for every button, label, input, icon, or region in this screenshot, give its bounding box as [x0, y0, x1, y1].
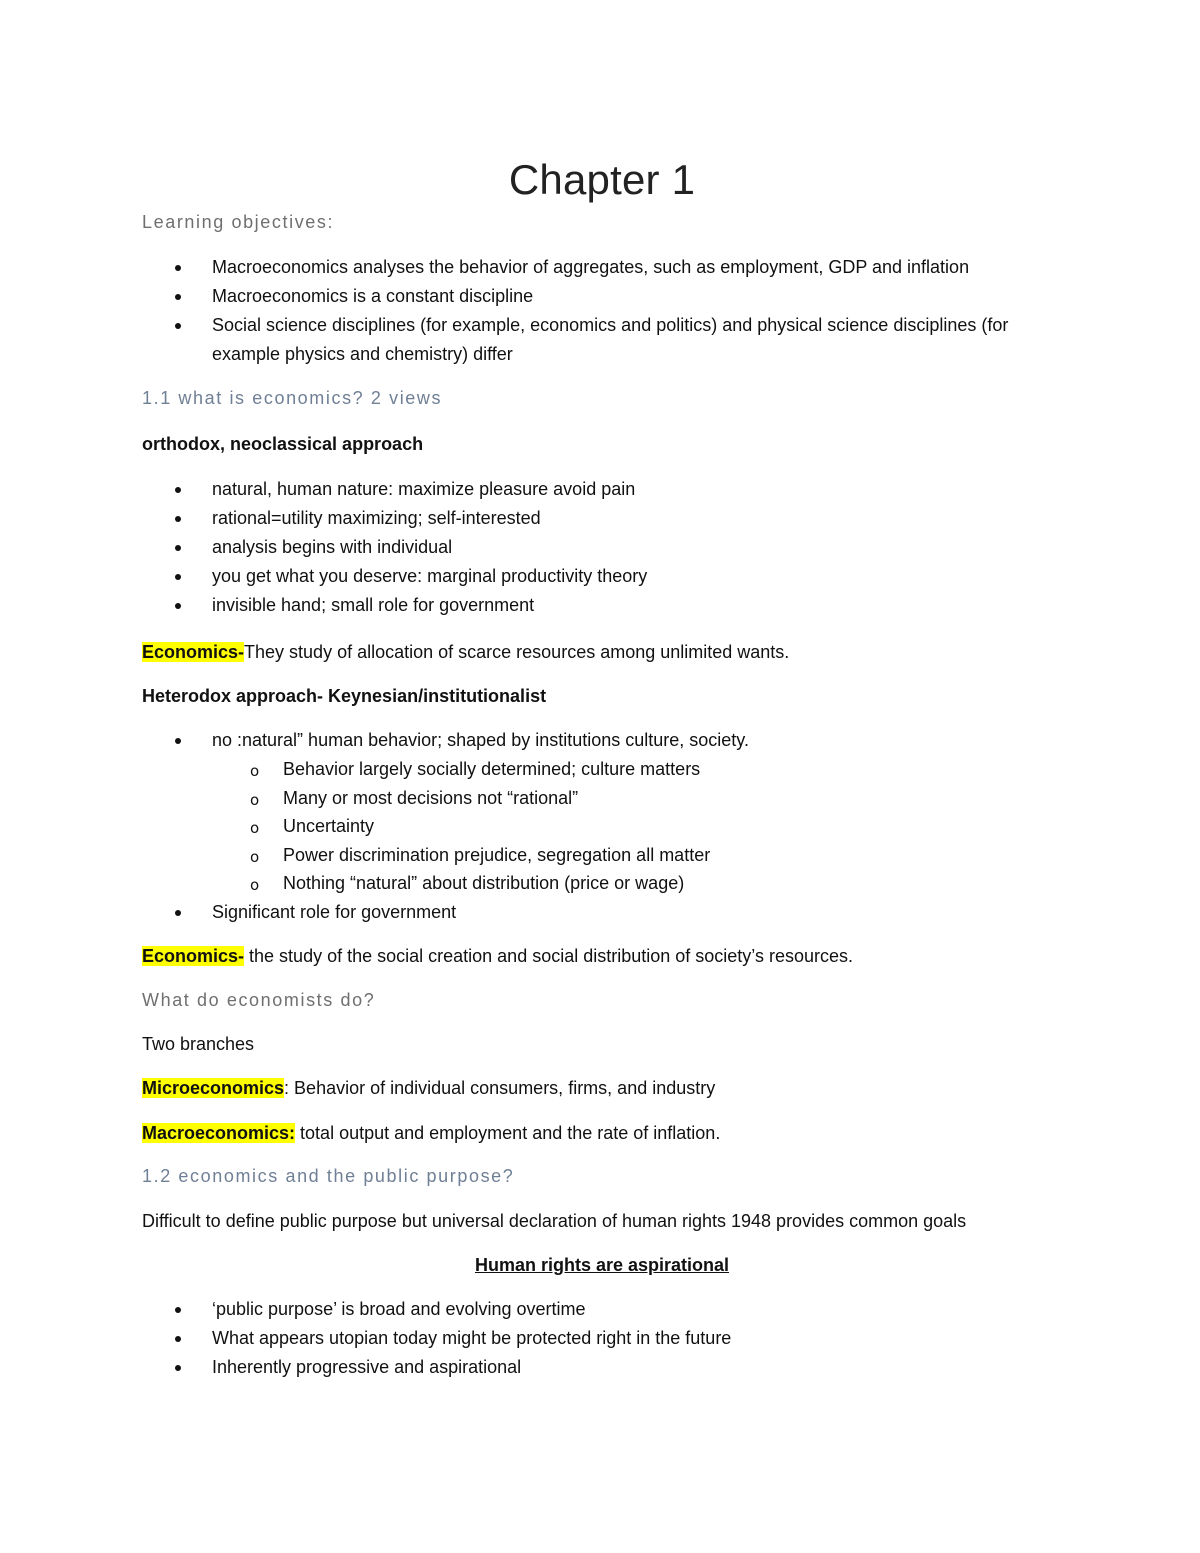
bullet-icon — [175, 603, 181, 609]
sub-list-item: o Behavior largely socially determined; culture matters — [250, 759, 701, 780]
section-1-1-heading: 1.1 what is economics? 2 views — [142, 388, 443, 408]
bullet-icon — [175, 910, 181, 916]
sub-list-item: o Many or most decisions not “rational” — [250, 787, 579, 809]
heterodox-heading: Heterodox approach- Keynesian/institutionalist — [142, 686, 547, 706]
list-item: invisible hand; small role for government — [142, 591, 1062, 620]
orthodox-heading: orthodox, neoclassical approach — [142, 434, 424, 454]
definition-term: Macroeconomics: — [142, 1123, 296, 1143]
hollow-bullet-icon: o — [250, 876, 260, 894]
hollow-bullet-icon: o — [250, 847, 260, 866]
definition-text: total output and employment and the rate of inflation. — [295, 1123, 721, 1143]
bullet-icon — [175, 516, 181, 522]
sub-list-item: o Power discrimination prejudice, segregation all matter — [250, 844, 711, 866]
bullet-icon — [175, 1336, 181, 1342]
list-item: What appears utopian today might be protected right in the future — [142, 1324, 1062, 1353]
sub-list-item: o Uncertainty — [250, 816, 375, 837]
definition-term: Economics- — [142, 946, 245, 966]
list-item: Social science disciplines (for example, economics and politics) and physical science disciplines (for example physics and chemistry) differ — [142, 311, 1062, 369]
list-item: ‘public purpose’ is broad and evolving overtime — [142, 1295, 1062, 1324]
list-item: Macroeconomics is a constant discipline — [142, 282, 1062, 311]
orthodox-list — [142, 475, 1062, 620]
list-item: no :natural” human behavior; shaped by institutions culture, society. — [142, 726, 1062, 755]
hollow-bullet-icon: o — [250, 819, 260, 837]
definition-term: Microeconomics — [142, 1078, 285, 1098]
bullet-icon — [175, 487, 181, 493]
list-item: you get what you deserve: marginal productivity theory — [142, 562, 1062, 591]
list-item: rational=utility maximizing; self-interested — [142, 504, 1062, 533]
economists-heading: What do economists do? — [142, 990, 376, 1010]
list-item: Inherently progressive and aspirational — [142, 1353, 1062, 1382]
bullet-icon — [175, 265, 181, 271]
section-1-2-heading: 1.2 economics and the public purpose? — [142, 1166, 515, 1186]
two-branches-text: Two branches — [142, 1034, 255, 1054]
public-purpose-text: Difficult to define public purpose but universal declaration of human rights 1948 provides common goals — [142, 1211, 967, 1231]
list-item: Significant role for government — [142, 898, 1062, 927]
list-item: Macroeconomics analyses the behavior of aggregates, such as employment, GDP and inflation — [142, 253, 1062, 282]
bullet-icon — [175, 1307, 181, 1313]
human-rights-heading: Human rights are aspirational — [474, 1255, 730, 1275]
page-title: Chapter 1 — [508, 156, 696, 203]
hollow-bullet-icon: o — [250, 790, 260, 809]
document-page — [142, 0, 1062, 1553]
bullet-icon — [175, 294, 181, 300]
bullet-icon — [175, 1365, 181, 1371]
list-item: analysis begins with individual — [142, 533, 1062, 562]
heterodox-list — [142, 726, 1062, 927]
hollow-bullet-icon: o — [250, 762, 260, 780]
bullet-icon — [175, 545, 181, 551]
bullet-icon — [175, 323, 181, 329]
learning-objectives-list — [142, 253, 1062, 369]
human-rights-list — [142, 1295, 1062, 1382]
microeconomics-definition — [142, 1076, 715, 1100]
macroeconomics-definition — [142, 1121, 720, 1145]
list-item: natural, human nature: maximize pleasure avoid pain — [142, 475, 1062, 504]
definition-term: Economics- — [142, 642, 245, 662]
heterodox-definition — [142, 944, 853, 968]
definition-text: the study of the social creation and social distribution of society’s resources. — [244, 946, 854, 966]
sub-list-item: o Nothing “natural” about distribution (price or wage) — [250, 873, 685, 894]
bullet-icon — [175, 738, 181, 744]
definition-text: : Behavior of individual consumers, firms, and industry — [284, 1078, 716, 1098]
definition-text: They study of allocation of scarce resources among unlimited wants. — [244, 642, 790, 662]
orthodox-definition — [142, 640, 789, 664]
bullet-icon — [175, 574, 181, 580]
learning-objectives-heading: Learning objectives: — [142, 212, 335, 232]
